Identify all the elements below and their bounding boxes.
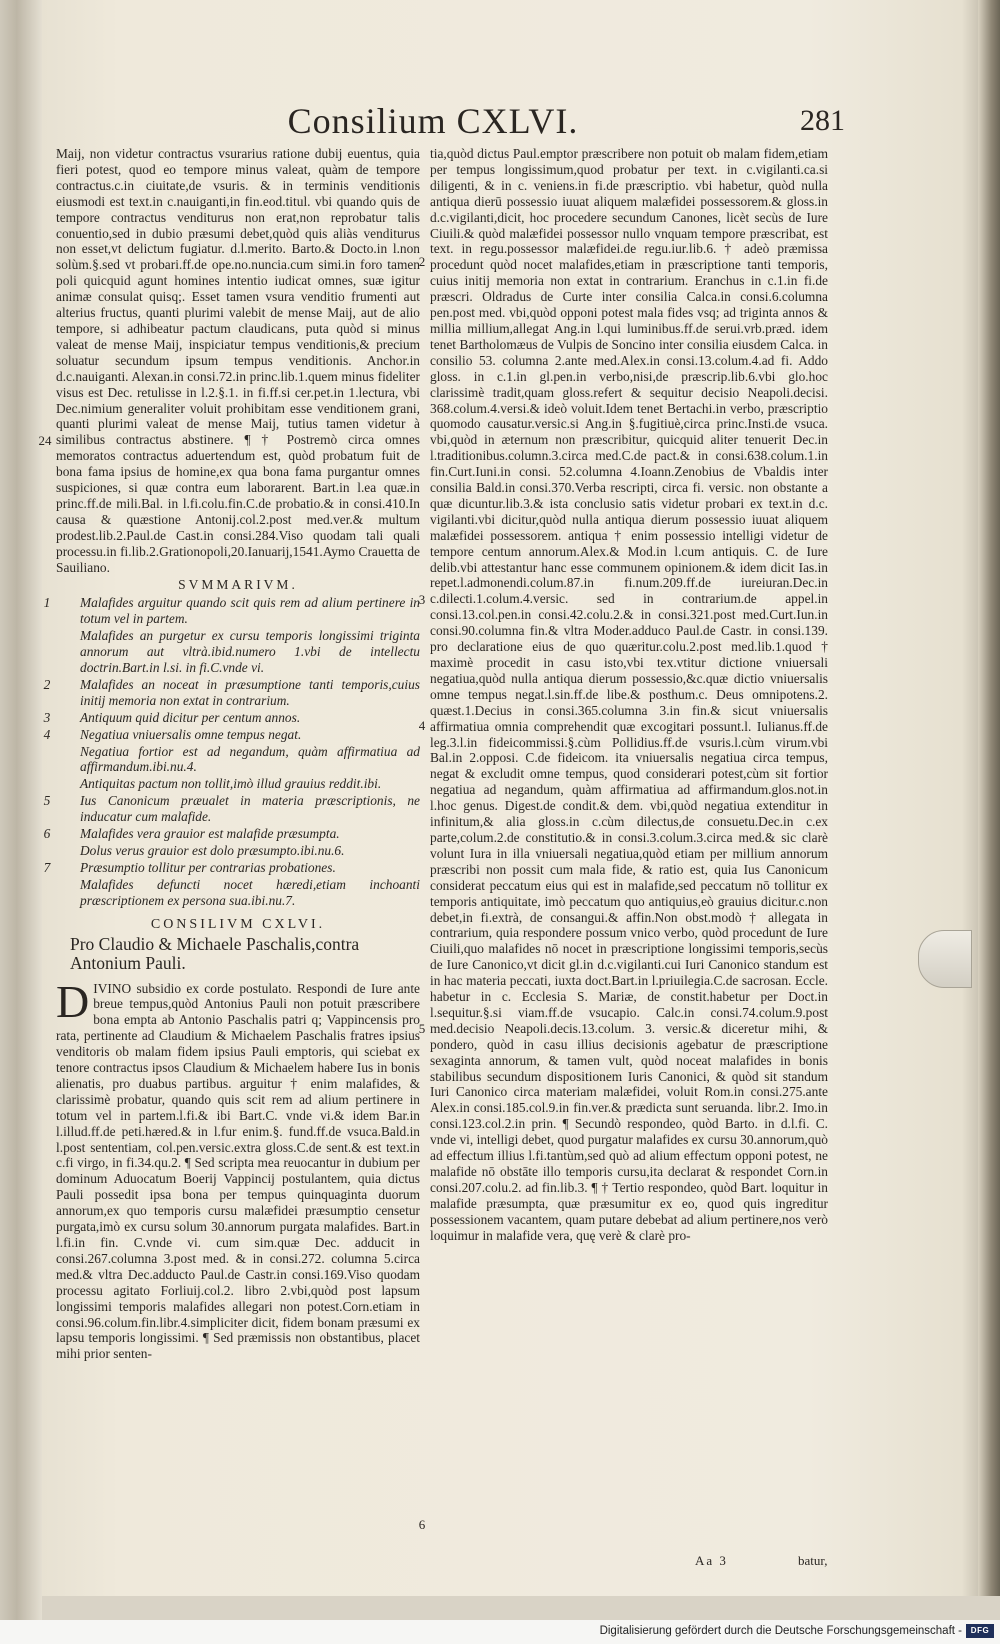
right-column-text: tia,quòd dictus Paul.emptor præscribere non potuit ob malam fidem,etiam per tempus longissimum,quod probatur per text. in c.vigilanti.ca.si diligenti, & in c. veniens.in fi.de præscriptio. vbi habetur, quòd nulla antiqua dierū possessio iuuat aliquem malæfidei possessorem.& gloss.in d.c.vigilanti,dicit, hoc procedere secundum Canones, licèt secùs de Iure Ciuili.& quòd malæfidei possessor nullo vnquam tempore præscribat, est text. in regu.possessor malæfidei.de regu.iur.lib.6. † adeò præmissa procedunt quòd nocet malafides,etiam in præscriptione tanti temporis, cuius initij memoria non extat in contrarium. Eranchus in c.1.in fi.de præscri. Oldradus de Curte inter consilia Calca.in consi.6.columna pen.post med. vbi,quòd opponi potest mala fides vsq; ad triginta annos & millia millium,allegat Ang.in l.qui luminibus.ff.de serui.vrb.præd. idem tenet Bartholomæus de Vulpis de Soncino inter consilia eiusdem Calca. in consilio 53. columna 2.ante med.Alex.in consi.13.colum.4.ad fi. Addo gloss. in c.1.in gl.pen.in verbo,nisi,de præscrip.lib.6.vbi glo.hoc clarissimè tradit,quam gloss.refert & sequitur decisio Neapoli.decisi. 368.colum.4.versi.& ideò voluit.Idem tenet Bertachi.in verbo, præscriptio quomodo causatur.versic.si Ang.in §.fugitiuè,circa princ.Insti.de vsuca. vbi,quòd in æternum non præscribitur, quicquid aliter tenuerit Dec.in l.traditionibus.column.3.circa med.C.de pact.& in consi.638.colum.1.in fin.Curt.Iuni.in consi. 52.columna 4.Ioann.Zenobius de Vbaldis inter consilia Bald.in consi.370.Verba rescripti, circa fi. versic. non obstante a quæ dicuntur.lib.3.& ista conclusio satis videtur probari ex text.in d.c. vigilanti.vbi dicitur,quòd nulla antiqua dierum possessio iuuat aliquem malæfidei possessorem. antiqua † enim possessio intelligi videtur de tempore centum annorum.Alex.& Mod.in l.cum antiquis. C. de Iure delib.vbi attestantur hanc esse communem opinionem.& idem dicit Ias.in repet.l.admonendi.colum.87.in fi.num.209.ff.de iureiuran.Dec.in c.dilecti.1.colum.4.versic. sed in contrarium.de appel.in consi.13.col.pen.in consi.42.colu.2.& in consi.321.post med.Curt.Iun.in consi.90.columna fin.& vltra Moder.adduco Paul.de Castr. in consi.139. pro declaratione eius de quo quæritur.colu.2.post med.lib.1.quod † maximè procedit in casu isto,vbi tex.vtitur dictione vniuersali negatiua,quòd nulla antiqua dierum possessio,&c.quæ dictio vniuersalis omne tempus negat.l.sin.ff.de libe.& posthum.c. Deus omnipotens.2. quæst.1.Decius in consi.365.columna 3.in fin.& sicut vniuersalis affirmatiua omnia comprehendit quæ excogitari possunt.l. Iulianus.ff.de leg.3.l.in fideicommissi.§.cùm Pollidius.ff.de vsuris.l.cùm virum.vbi Bal.in 2.opposi. C.de fideicom. ita vniuersalis negatiua circa tempus, negat & excludit omne tempus, quod considerari potest,cùm sit fortior negatiua ad negandum, quàm affirmatiua ad affirmandum.glos.not.in l.hoc genus. Digest.de condit.& dem. vbi,quòd negatiua extenditur in infinitum,& alia gloss.in c.cùm dilectus,de consuetu.Dec.in c.ex parte,colum.2.de constitutio.& in consi.3.colum.3.circa med.& sic clarè volunt Iura in illa vniuersali negatiua,quòd etiam per millium annorum præscribi non possit cum mala fide, & ratio est, quia Ius Canonicum considerat peccatum eius qui est in malafide,sed peccatum nō tollitur ex temporis antiquitate, imò peccatum quo antiquius,eò grauius dicitur.c.non debet,in fi.extrà, de consangui.& affin.Non obst.modò † allegata in contrarium, quia respondere possum vnico verbo, quòd procedunt de Iure Ciuili,quo malafides nō nocet in præscriptione longissimi temporis,secùs de Iure Canonico,vt dicit gl.in d.c.vigilanti.cui Iuri Canonico standum est in hac materia peccati, iuxta doct.Bart.in l.priuilegia.C.de sacrosan. Eccle. habetur in c. Ecclesia S. Mariæ, de constit.habetur per Doct.in l.sequitur.§.si viam.ff.de vsucapio. Calc.in consi.74.colum.9.post med.decisio Neapoli.decis.13.colum. 3. versic.& diceretur mihi, & pondero, quòd in casu illius decisionis agebatur de præscriptione sexaginta annorum, & tamen vult, quòd noceat malafides in bonis stabilibus secundum dispositionem Iuris Canonici, & quòd sit standum Iuri Canonico circa materiam malæfidei, voluit Rom.in consi.275.ante Alex.in consi.185.col.9.in fin.ver.& prædicta sunt seruanda. libr.2. Imo.in consi.123.col.2.in prin. ¶ Secundò respondeo, quòd Barto. in d.l.fi. C. vnde vi, intelligi debet, quod purgatur malafides ex cursu 30.annorum,quò ad effectum illius l.fi.tantùm,sed quò ad alium effectum opponi potest, ne malafide nō obstāte illo temporis cursu,ita declarat & respondet Corn.in consi.207.colu.2. ad fin.lib.3. ¶ † Tertio respondeo, quòd Bart. loquitur in malafide præsumpta, quæ præsumitur ex eo, quod quis ingreditur possessionem vacantem, quam putare debebat ad alium pertinere,nos verò loquimur in malafide vera, quę verè & clarè pro- [430, 146, 828, 1243]
margin-number: 3 [418, 592, 426, 607]
summary-item-number: 1 [43, 595, 51, 611]
consilium-body-text: IVINO subsidio ex corde postulato. Respondi de Iure ante breue tempus,quòd Antonius Pauli non potuit præscribere bona empta ab Antonio Paschalis patri q; Vappincensis pro rata, pertinente ad Claudium & Michaelem Paschalis fratres ipsius venditoris ob malam fidem ipsius Pauli emptoris, qui sciebat ex tenore contractus ipsos Claudium & Michaelem habere Ius in bonis alienatis, pro duabus partibus. arguitur † enim malafides, & clarissimè probatur, quando quis scit rem ad alium pertinere in totum vel in partem.l.fi.& ibi Bart.C. vnde vi.& idem Bar.in l.illud.ff.de peti.hæred.& in l.fur enim.§. fund.ff.de vsuca.Bald.in l.post sententiam, col.pen.versic.extra gloss.C.de sent.& est text.in c.fi virgo, in fi.34.qu.2. ¶ Sed scripta mea reuocantur in dubium per dominum Aduocatum Boerij Vappincij postulantem, quia dictus Pauli possedit ipsa bona per tempus quinquaginta duorum annorum,ex quo temporis cursu malæfidei præsumptio censetur purgata,imò ex cursu solum 30.annorum purgata malafides. Bart.in l.fi.in fin. C.vnde vi. cum sim.quæ Dec. adducit in consi.267.columna 3.post med. & in consi.272. columna 5.circa med.& vltra Dec.adducto Paul.de Castr.in consi.169.Viso quodam processu agitato Forliuij.col.2. libro 2.vbi,quòd post lapsum longissimi temporis malafides allegari non potest.Corn.etiam in consi.96.colum.fin.libr.4.simpliciter dicit, fidem bonam præsumi ex lapsu temporis longissimi. ¶ Sed præmissis non obstantibus, placet mihi prior senten- [56, 980, 420, 1362]
summary-list [43, 595, 420, 908]
margin-number: 5 [418, 1021, 426, 1036]
summary-item-text: Negatiua vniuersalis omne tempus negat. [80, 726, 302, 742]
margin-number: 24 [38, 433, 52, 448]
summary-item-text: Ius Canonicum præualet in materia præscriptionis, ne inducatur cum malafide. [80, 793, 420, 825]
drop-cap-letter: D [56, 975, 90, 1027]
page-clip-tab [918, 930, 972, 988]
signature-mark: Aa 3 [695, 1553, 728, 1568]
scan-background-left [0, 0, 42, 1644]
page-number: 281 [800, 104, 845, 137]
margin-number: 4 [418, 718, 426, 733]
summary-heading: SVMMARIVM. [178, 577, 298, 593]
summary-item-text: Negatiua fortior est ad negandum, quàm affirmatiua ad affirmandum.ibi.nu.4. [80, 743, 420, 775]
summary-item-text: Malafides defuncti nocet hæredi,etiam inchoanti præscriptionem ex persona sua.ibi.nu.7. [80, 876, 420, 908]
summary-item-number: 3 [43, 709, 51, 725]
summary-item-text: Malafides vera grauior est malafide præsumpta. [80, 826, 340, 842]
summary-item-number: 6 [43, 826, 51, 842]
summary-item-number: 7 [43, 859, 51, 875]
page-edge-shadow [978, 0, 1000, 1596]
dfg-logo-icon: DFG [966, 1624, 994, 1638]
summary-item [43, 826, 420, 842]
summary-item-number: 4 [43, 726, 51, 742]
margin-number: 2 [418, 254, 426, 269]
summary-item [56, 843, 420, 859]
summary-item-text: Præsumptio tollitur per contrarias probationes. [80, 859, 336, 875]
digitization-credit-bar [0, 1620, 1000, 1644]
summary-item [43, 793, 420, 825]
summary-item [56, 877, 420, 909]
summary-item [56, 628, 420, 676]
running-head-title: Consilium CXLVI. [287, 101, 579, 141]
summary-item-number: 5 [43, 793, 51, 809]
margin-number: 6 [418, 1517, 426, 1532]
summary-item-text: Malafides an noceat in præsumptione tanti temporis,cuius initij memoria non extat in contrarium. [80, 676, 420, 708]
summary-item [43, 709, 420, 726]
consilium-body [56, 975, 420, 1363]
summary-item [56, 776, 420, 792]
summary-item [43, 726, 420, 743]
summary-item [43, 676, 420, 709]
catchword: batur, [798, 1553, 828, 1568]
summary-item-number: 2 [43, 676, 51, 692]
summary-item-text: Antiquum quid dicitur per centum annos. [80, 709, 301, 725]
summary-item [43, 859, 420, 876]
summary-item [43, 595, 420, 627]
summary-item-text: Malafides arguitur quando scit quis rem ad alium pertinere in totum vel in partem. [80, 595, 420, 627]
summary-item-text: Malafides an purgetur ex cursu temporis longissimi triginta annorum aut vltrà.ibid.numero 1.vbi de intellectu doctrin.Bart.in l.si. in fi.C.vnde vi. [80, 628, 420, 675]
consilium-heading: CONSILIVM CXLVI. [150, 916, 326, 932]
right-column [430, 146, 828, 1552]
left-paragraph: Maij, non videtur contractus vsurarius ratione dubij euentus, quia fieri potest, quod eo tempore minus valeat, quàm de tempore contractus.c.in ciuitate,de vsuris. & in terminis venditionis eiusmodi est text.in c.nauiganti,in fin.eod.titul. vbi quando quis de tempore contractus venditurus non erat,non reprobatur talis conuentio,sed in dubio præsumi debet,quòd quis aliàs venditurus non esset,vt delictum fugiatur. d.l.merito. Barto.& Docto.in l.non solùm.§.sed vt probari.ff.de ope.no.nuncia.cum simi.in foro tamen poli quicquid agunt homines intentio iudicat omnes, suæ igitur animæ consulat quisq;. Esset tamen vsura venditio frumenti aut alterius fructus, quanti plurimi valebit de mense Maij, aut de alio tempore, si adhibeatur pactum claudicans, puta quòd si minus valeat de mense Maij, inspiciatur tempus venditionis,& precium soluatur secundum ipsum tempus venditionis. Anchor.in d.c.nauiganti. Alexan.in consi.72.in princ.lib.1.quem minus fideliter visus est Dec. retulisse in l.2.§.1. in fi.ff.si cer.pet.in 1.lectura, vbi Dec.nimium generaliter voluit prohibitam esse venditionem grani, quanti plurimi valeat de mense Maij, tutius tamen videtur à similibus contractus abstinere. ¶ † Postremò circa omnes memoratos contractus aduertendum est, quòd probatum fuit de bona fama ipsius de homine,ex qua bona fama purgantur omnes suspiciones, si quæ contra eum laborarent. Bart.in l.ea quæ.in princ.ff.de mili.Bal. in l.fi.colu.fin.C.de probatio.& in consi.410.In causa & quæstione Antonij.col.2.post med.ver.& multum prodest.lib.2.Paul.de Cast.in consi.284.Viso quodam tali quali processu.in fi.lib.2.Grationopoli,20.Ianuarij,1541.Aymo Crauetta de Sauiliano. [56, 146, 420, 575]
consilium-subtitle: Pro Claudio & Michaele Paschalis,contra Antonium Pauli. [70, 933, 360, 973]
credit-text: Digitalisierung gefördert durch die Deutsche Forschungsgemeinschaft - [599, 1625, 962, 1637]
summary-item-text: Antiquitas pactum non tollit,imò illud grauius reddit.ibi. [80, 776, 382, 792]
summary-item [56, 744, 420, 776]
summary-item-text: Dolus verus grauior est dolo præsumpto.ibi.nu.6. [80, 842, 345, 858]
